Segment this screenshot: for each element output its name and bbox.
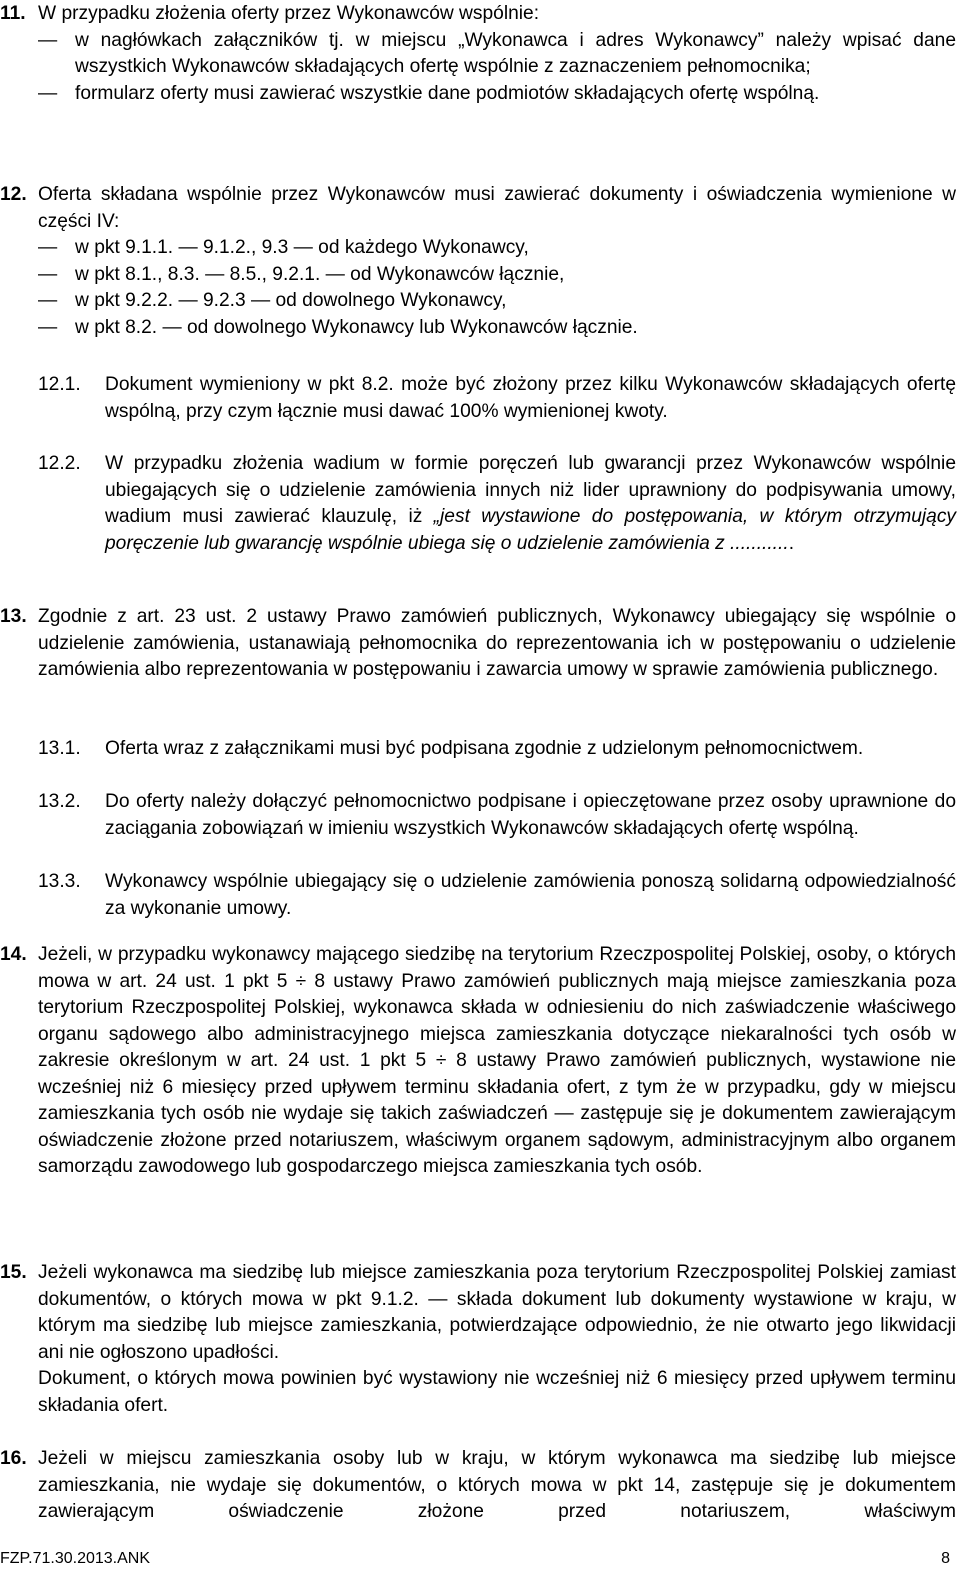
list-item: — w pkt 8.2. — od dowolnego Wykonawcy lub Wykonawców łącznie. — [0, 315, 956, 342]
page-number: 8 — [941, 1550, 950, 1567]
subsection-12-1: 12.1. Dokument wymieniony w pkt 8.2. może być złożony przez kilku Wykonawców składających ofertę wspólną, przy czym łącznie musi dawać 100% wymienionej kwoty. — [38, 374, 956, 422]
section-number: 12. — [0, 184, 27, 205]
section-title: Oferta składana wspólnie przez Wykonawców musi zawierać dokumenty i oświadczenia wymienione w części IV: — [38, 184, 956, 232]
dash-marker — [38, 262, 57, 289]
section-number: 14. — [0, 944, 27, 965]
subsection-number: 13.1. — [38, 738, 81, 759]
list-item: — w pkt 9.1.1. — 9.1.2., 9.3 — od każdego Wykonawcy, — [0, 235, 956, 262]
section-11 — [0, 1, 956, 107]
subsection-number: 12.2. — [38, 453, 81, 474]
section-13: 13. Zgodnie z art. 23 ust. 2 ustawy Prawo zamówień publicznych, Wykonawcy ubiegający się wspólnie o udzielenie zamówienia, ustanawiają pełnomocnika do reprezentowania ich w postępowaniu o udzielenie zamówienia albo reprezentowania w postępowaniu i zawarcia umowy w sprawie zamówienia publicznego. — [0, 606, 956, 680]
clause-quote: „jest wystawione do postępowania, w którym otrzymujący poręczenie lub gwarancję wspólnie ubiega się o udzielenie zamówienia z ........... — [105, 506, 957, 554]
list-item: — w pkt 8.1., 8.3. — 8.5., 9.2.1. — od Wykonawców łącznie, — [0, 262, 956, 289]
dash-marker — [38, 81, 57, 108]
subsection-13-3: 13.3. Wykonawcy wspólnie ubiegający się o udzielenie zamówienia ponoszą solidarną odpowiedzialność za wykonanie umowy. — [38, 871, 956, 919]
list-item: — formularz oferty musi zawierać wszystkie dane podmiotów składających ofertę wspólną. — [0, 81, 956, 108]
subsection-13-2: 13.2. Do oferty należy dołączyć pełnomocnictwo podpisane i opieczętowane przez osoby uprawnione do zaciągania zobowiązań w imieniu wszystkich Wykonawców składających ofertę wspólną. — [38, 791, 956, 839]
section-12 — [0, 182, 956, 341]
section-number: 13. — [0, 606, 27, 627]
section-16: 16. Jeżeli w miejscu zamieszkania osoby lub w kraju, w którym wykonawca ma siedzibę lub miejsce zamieszkania, nie wydaje się dokumentów, o których mowa w pkt 14, zastępuje się je dokumentem zawierającym oświadczenie złożone przed notariuszem, właściwym — [0, 1448, 956, 1522]
list-item: — w nagłówkach załączników tj. w miejscu „Wykonawca i adres Wykonawcy” należy wpisać dane wszystkich Wykonawców składających ofertę wspólnie z zaznaczeniem pełnomocnika; — [0, 28, 956, 81]
subsection-number: 12.1. — [38, 374, 81, 395]
dash-marker — [38, 235, 57, 262]
list-item: — w pkt 9.2.2. — 9.2.3 — od dowolnego Wykonawcy, — [0, 288, 956, 315]
section-15: 15. Jeżeli wykonawca ma siedzibę lub miejsce zamieszkania poza terytorium Rzeczpospolitej Polskiej zamiast dokumentów, o których mowa w pkt 9.1.2. — składa dokument lub dokumenty wystawione w kraju, w którym ma siedzibę lub miejsce zamieszkania, potwierdzające odpowiednio, że nie otwarto jego likwidacji ani nie ogłoszono upadłości. Dokument, o których mowa powinien być wystawiony nie wcześniej niż 6 miesięcy przed upływem terminu składania ofert. — [0, 1262, 956, 1416]
section-title: W przypadku złożenia oferty przez Wykonawców wspólnie: — [38, 3, 540, 24]
document-code: FZP.71.30.2013.ANK — [0, 1550, 151, 1567]
section-number: 11. — [0, 3, 26, 24]
section-14: 14. Jeżeli, w przypadku wykonawcy mającego siedzibę na terytorium Rzeczpospolitej Polskiej, osoby, o których mowa w art. 24 ust. 1 pkt 5 ÷ 8 ustawy Prawo zamówień publicznych mają miejsce zamieszkania poza terytorium Rzeczpospolitej Polskiej, wykonawca składa w odniesieniu do nich zaświadczenie właściwego organu sądowego albo administracyjnego miejsca zamieszkania dotyczące niekaralności tych osób w zakresie określonym w art. 24 ust. 1 pkt 5 ÷ 8 ustawy Prawo zamówień publicznych, wystawione nie wcześniej niż 6 miesięcy przed upływem terminu składania ofert, z tym że w przypadku, gdy w miejscu zamieszkania tych osób nie wydaje się takich zaświadczeń — zastępuje się je dokumentem zawierającym oświadczenie złożone przed notariuszem, właściwym organem sądowym, administracyjnym albo organem samorządu zawodowego lub gospodarczego miejsca zamieszkania tych osób. — [0, 944, 956, 1177]
subsection-number: 13.3. — [38, 871, 81, 892]
subsection-12-2: 12.2. W przypadku złożenia wadium w formie poręczeń lub gwarancji przez Wykonawców wspólnie ubiegających się o udzielenie zamówienia innych niż lider uprawniony do podpisywania umowy, wadium musi zawierać klauzulę, iż „jest wystawione do postępowania, w którym otrzymujący poręczenie lub gwarancję wspólnie ubiega się o udzielenie zamówienia z ............ — [38, 453, 957, 554]
section-number: 16. — [0, 1448, 27, 1469]
subsection-number: 13.2. — [38, 791, 81, 812]
dash-marker — [38, 288, 57, 315]
section-number: 15. — [0, 1262, 27, 1283]
subsection-13-1: 13.1. Oferta wraz z załącznikami musi być podpisana zgodnie z udzielonym pełnomocnictwem. — [0, 736, 956, 763]
dash-marker — [38, 315, 57, 342]
dash-marker — [38, 28, 57, 55]
